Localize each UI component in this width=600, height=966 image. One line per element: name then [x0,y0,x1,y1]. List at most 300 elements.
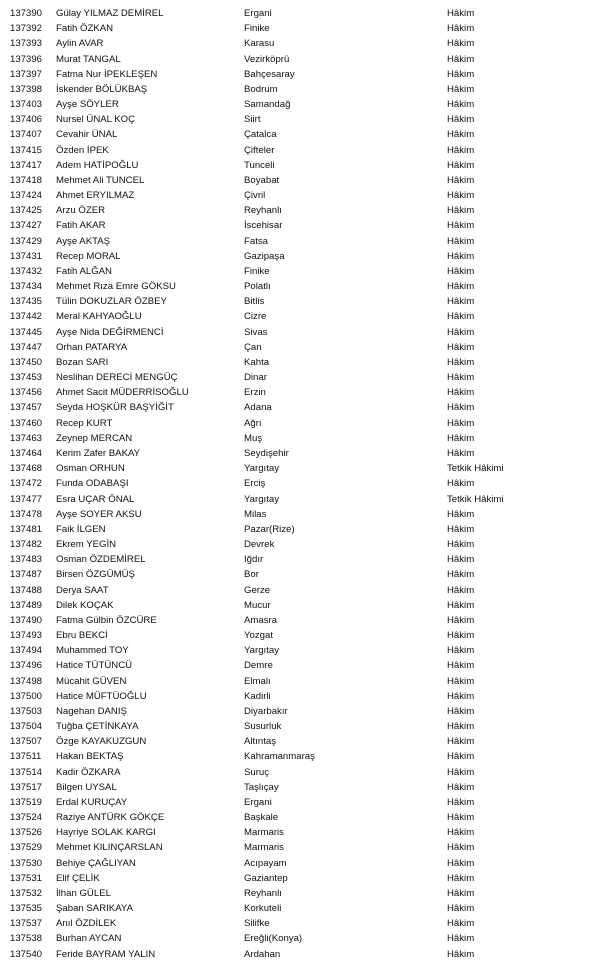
registry-number: 137478 [10,508,43,520]
position-title: Hâkim [447,751,475,763]
table-row [0,97,600,112]
registry-number: 137519 [10,796,43,808]
table-row [0,173,600,188]
table-row [0,840,600,855]
person-name: Anıl ÖZDİLEK [56,918,117,930]
registry-number: 137504 [10,721,43,733]
registry-number: 137403 [10,99,43,111]
place-name: Yozgat [244,630,273,642]
table-row [0,400,600,415]
place-name: Iğdır [244,554,264,566]
table-row [0,340,600,355]
registry-number: 137445 [10,326,43,338]
place-name: Vezirköprü [244,53,290,65]
place-name: Bitlis [244,296,265,308]
person-name: Birsen ÖZGÜMÜŞ [56,569,135,581]
person-name: Ekrem YEGİN [56,539,117,551]
registry-number: 137507 [10,736,43,748]
place-name: Gerze [244,584,271,596]
person-name: Seyda HOŞKÜR BAŞYİĞİT [56,402,174,414]
place-name: Acıpayam [244,857,287,869]
person-name: Erdal KURUÇAY [56,796,128,808]
person-name: Ayşe Nida DEĞİRMENCİ [56,326,164,338]
place-name: Altıntaş [244,736,276,748]
person-name: Hatice TÜTÜNCÜ [56,660,133,672]
person-name: Esra UÇAR ÖNAL [56,493,135,505]
table-row [0,931,600,946]
position-title: Hâkim [447,341,475,353]
place-name: Fatsa [244,235,268,247]
registry-number: 137393 [10,38,43,50]
position-title: Hâkim [447,205,475,217]
registry-number: 137540 [10,948,43,960]
position-title: Hâkim [447,675,475,687]
place-name: Bor [244,569,259,581]
table-row [0,552,600,567]
position-title: Hâkim [447,872,475,884]
table-row [0,825,600,840]
table-row [0,67,600,82]
place-name: Dinar [244,372,267,384]
person-name: Osman ÖZDEMİREL [56,554,146,566]
table-row [0,689,600,704]
table-row [0,355,600,370]
position-title: Hâkim [447,523,475,535]
table-row [0,264,600,279]
registry-number: 137517 [10,781,43,793]
place-name: İscehisar [244,220,283,232]
place-name: Muş [244,432,263,444]
place-name: Ergani [244,796,272,808]
registry-number: 137489 [10,599,43,611]
registry-number: 137487 [10,569,43,581]
person-name: Feride BAYRAM YALIN [56,948,156,960]
registry-number: 137450 [10,356,43,368]
registry-number: 137535 [10,903,43,915]
registry-number: 137424 [10,190,43,202]
place-name: Erciş [244,478,266,490]
position-title: Hâkim [447,53,475,65]
person-name: Cevahir ÜNAL [56,129,118,141]
table-row [0,416,600,431]
position-title: Hâkim [447,599,475,611]
position-title: Hâkim [447,402,475,414]
table-row [0,461,600,476]
position-title: Hâkim [447,736,475,748]
place-name: Ağrı [244,417,262,429]
person-name: Hayriye SOLAK KARGI [56,827,156,839]
person-name: Faik İLGEN [56,523,106,535]
registry-number: 137442 [10,311,43,323]
place-name: Ergani [244,8,272,19]
person-name: Muhammed TOY [56,645,129,657]
table-row [0,765,600,780]
person-name: Ayşe AKTAŞ [56,235,111,247]
person-name: Dilek KOÇAK [56,599,114,611]
place-name: Bodrum [244,83,278,95]
place-name: Erzin [244,387,266,399]
registry-number: 137494 [10,645,43,657]
table-row [0,21,600,36]
person-name: Mücahit GÜVEN [56,675,127,687]
table-row [0,628,600,643]
table-row [0,143,600,158]
person-name: Behiye ÇAĞLIYAN [56,857,136,869]
position-title: Tetkik Hâkimi [447,463,504,475]
place-name: Gaziantep [244,872,288,884]
position-title: Hâkim [447,417,475,429]
place-name: Marmaris [244,827,284,839]
registry-number: 137498 [10,675,43,687]
table-row [0,886,600,901]
place-name: Adana [244,402,272,414]
person-name: Şaban SARIKAYA [56,903,133,915]
position-title: Hâkim [447,857,475,869]
registry-number: 137511 [10,751,42,763]
position-title: Hâkim [447,311,475,323]
person-name: Arzu ÖZER [56,205,106,217]
person-name: Ayşe SOYER AKSU [56,508,142,520]
place-name: Tunceli [244,159,275,171]
place-name: Elmalı [244,675,271,687]
person-name: İlhan GÜLEL [56,887,111,899]
place-name: Milas [244,508,267,520]
table-row [0,901,600,916]
table-row [0,82,600,97]
registry-number: 137463 [10,432,43,444]
position-title: Hâkim [447,144,475,156]
registry-number: 137488 [10,584,43,596]
table-row [0,158,600,173]
table-row [0,537,600,552]
person-name: Elif ÇELİK [56,872,100,884]
position-title: Hâkim [447,174,475,186]
registry-number: 137396 [10,53,43,65]
place-name: Yargıtay [244,645,280,657]
place-name: Gazipaşa [244,250,285,262]
table-row [0,598,600,613]
table-row [0,734,600,749]
person-name: Recep KURT [56,417,113,429]
person-name: Nursel ÜNAL KOÇ [56,114,136,126]
table-row [0,36,600,51]
registry-number: 137407 [10,129,43,141]
place-name: Çivril [244,190,266,202]
place-name: Yargıtay [244,493,280,505]
person-name: Hatice MÜFTÜOĞLU [56,690,147,702]
table-row [0,112,600,127]
table-row [0,583,600,598]
table-row [0,810,600,825]
place-name: Boyabat [244,174,280,186]
place-name: Çatalca [244,129,277,141]
person-name: Derya SAAT [56,584,109,596]
table-row [0,492,600,507]
position-title: Hâkim [447,68,475,80]
table-row [0,294,600,309]
appointment-list [0,6,600,962]
table-row [0,947,600,962]
table-row [0,476,600,491]
person-name: Fatma Nur İPEKLEŞEN [56,68,158,80]
place-name: Diyarbakır [244,705,288,717]
table-row [0,325,600,340]
position-title: Hâkim [447,220,475,232]
person-name: Ahmet ERYILMAZ [56,190,135,202]
registry-number: 137530 [10,857,43,869]
registry-number: 137490 [10,614,43,626]
registry-number: 137406 [10,114,43,126]
registry-number: 137538 [10,933,43,945]
person-name: Gülay YILMAZ DEMİREL [56,8,164,19]
place-name: Ereğli(Konya) [244,933,303,945]
place-name: Kahramanmaraş [244,751,315,763]
person-name: Murat TANGAL [56,53,121,65]
position-title: Hâkim [447,296,475,308]
person-name: Tuğba ÇETİNKAYA [56,721,139,733]
person-name: Mehmet KILINÇARSLAN [56,842,163,854]
position-title: Hâkim [447,781,475,793]
person-name: Ayşe SÖYLER [56,99,119,111]
person-name: Ahmet Sacit MÜDERRİSOĞLU [56,387,189,399]
place-name: Taşlıçay [244,781,279,793]
position-title: Hâkim [447,584,475,596]
place-name: Yargıtay [244,463,280,475]
position-title: Hâkim [447,796,475,808]
place-name: Marmaris [244,842,284,854]
position-title: Hâkim [447,114,475,126]
registry-number: 137532 [10,887,43,899]
registry-number: 137397 [10,68,43,80]
registry-number: 137472 [10,478,43,490]
registry-number: 137398 [10,83,43,95]
table-row [0,188,600,203]
place-name: Kadirli [244,690,271,702]
registry-number: 137435 [10,296,43,308]
place-name: Mucur [244,599,271,611]
place-name: Ardahan [244,948,281,960]
person-name: Meral KAHYAOĞLU [56,311,142,323]
table-row [0,6,600,21]
table-row [0,431,600,446]
person-name: Tülin DOKUZLAR ÖZBEY [56,296,167,308]
person-name: Zeynep MERCAN [56,432,133,444]
table-row [0,309,600,324]
position-title: Hâkim [447,660,475,672]
person-name: Özden İPEK [56,144,109,156]
place-name: Susurluk [244,721,282,733]
registry-number: 137468 [10,463,43,475]
person-name: Recep MORAL [56,250,121,262]
position-title: Hâkim [447,630,475,642]
position-title: Hâkim [447,766,475,778]
place-name: Reyhanlı [244,205,282,217]
registry-number: 137390 [10,8,43,19]
person-name: Osman ORHUN [56,463,125,475]
registry-number: 137460 [10,417,43,429]
place-name: Amasra [244,614,278,626]
position-title: Hâkim [447,705,475,717]
person-name: Neslihan DERECİ MENGÜÇ [56,372,178,384]
registry-number: 137431 [10,250,43,262]
place-name: Başkale [244,812,279,824]
registry-number: 137483 [10,554,43,566]
person-name: Mehmet Rıza Emre GÖKSU [56,281,176,293]
place-name: Kahta [244,356,270,368]
table-row [0,385,600,400]
position-title: Hâkim [447,614,475,626]
table-row [0,749,600,764]
registry-number: 137418 [10,174,43,186]
position-title: Hâkim [447,8,475,19]
registry-number: 137500 [10,690,43,702]
place-name: Karasu [244,38,275,50]
position-title: Hâkim [447,933,475,945]
place-name: Çifteler [244,144,275,156]
person-name: Özge KAYAKUZGUN [56,736,147,748]
person-name: Kadir ÖZKARA [56,766,121,778]
registry-number: 137477 [10,493,43,505]
position-title: Hâkim [447,432,475,444]
table-row [0,127,600,142]
registry-number: 137429 [10,235,43,247]
place-name: Devrek [244,539,275,551]
position-title: Hâkim [447,842,475,854]
position-title: Hâkim [447,554,475,566]
person-name: Mehmet Ali TUNCEL [56,174,145,186]
registry-number: 137529 [10,842,43,854]
registry-number: 137481 [10,523,43,535]
position-title: Hâkim [447,508,475,520]
position-title: Hâkim [447,478,475,490]
place-name: Suruç [244,766,270,778]
registry-number: 137392 [10,23,43,35]
position-title: Hâkim [447,372,475,384]
table-row [0,234,600,249]
position-title: Hâkim [447,903,475,915]
position-title: Hâkim [447,99,475,111]
registry-number: 137417 [10,159,43,171]
position-title: Hâkim [447,918,475,930]
place-name: Samandağ [244,99,291,111]
table-row [0,279,600,294]
registry-number: 137453 [10,372,43,384]
position-title: Hâkim [447,948,475,960]
registry-number: 137427 [10,220,43,232]
registry-number: 137447 [10,341,43,353]
registry-number: 137537 [10,918,43,930]
table-row [0,795,600,810]
position-title: Hâkim [447,721,475,733]
person-name: Kerim Zafer BAKAY [56,447,141,459]
person-name: Bozan SARI [56,356,109,368]
table-row [0,522,600,537]
position-title: Hâkim [447,539,475,551]
position-title: Hâkim [447,190,475,202]
person-name: Ebru BEKCİ [56,630,108,642]
table-row [0,871,600,886]
place-name: Reyhanlı [244,887,282,899]
table-row [0,704,600,719]
position-title: Hâkim [447,129,475,141]
position-title: Hâkim [447,281,475,293]
registry-number: 137415 [10,144,43,156]
position-title: Hâkim [447,645,475,657]
table-row [0,52,600,67]
position-title: Hâkim [447,827,475,839]
person-name: Burhan AYCAN [56,933,122,945]
registry-number: 137503 [10,705,43,717]
person-name: Orhan PATARYA [56,341,128,353]
person-name: Fatma Gülbin ÖZCÜRE [56,614,157,626]
table-row [0,567,600,582]
person-name: İskender BÖLÜKBAŞ [56,83,148,95]
table-row [0,643,600,658]
place-name: Polatlı [244,281,271,293]
table-row [0,916,600,931]
position-title: Hâkim [447,265,475,277]
person-name: Fatih ALĞAN [56,265,112,277]
position-title: Hâkim [447,83,475,95]
table-row [0,507,600,522]
position-title: Hâkim [447,235,475,247]
person-name: Funda ODABAŞI [56,478,129,490]
registry-number: 137432 [10,265,43,277]
place-name: Sivas [244,326,268,338]
table-row [0,780,600,795]
table-row [0,218,600,233]
table-row [0,719,600,734]
place-name: Silifke [244,918,270,930]
position-title: Hâkim [447,569,475,581]
table-row [0,370,600,385]
place-name: Finike [244,23,270,35]
position-title: Hâkim [447,23,475,35]
registry-number: 137425 [10,205,43,217]
position-title: Hâkim [447,887,475,899]
person-name: Nagehan DANIŞ [56,705,127,717]
position-title: Hâkim [447,326,475,338]
place-name: Finike [244,265,270,277]
registry-number: 137457 [10,402,43,414]
position-title: Hâkim [447,447,475,459]
person-name: Raziye ANTÜRK GÖKÇE [56,812,165,824]
registry-number: 137493 [10,630,43,642]
place-name: Çan [244,341,262,353]
person-name: Fatih AKAR [56,220,106,232]
table-row [0,658,600,673]
position-title: Hâkim [447,387,475,399]
position-title: Hâkim [447,38,475,50]
position-title: Hâkim [447,250,475,262]
person-name: Hakan BEKTAŞ [56,751,124,763]
person-name: Bilgen UYSAL [56,781,117,793]
registry-number: 137464 [10,447,43,459]
table-row [0,446,600,461]
person-name: Aylin AVAR [56,38,104,50]
position-title: Hâkim [447,356,475,368]
table-row [0,203,600,218]
place-name: Seydişehir [244,447,289,459]
place-name: Korkuteli [244,903,282,915]
position-title: Hâkim [447,812,475,824]
place-name: Pazar(Rize) [244,523,295,535]
registry-number: 137456 [10,387,43,399]
registry-number: 137514 [10,766,43,778]
place-name: Bahçesaray [244,68,295,80]
position-title: Hâkim [447,690,475,702]
table-row [0,674,600,689]
